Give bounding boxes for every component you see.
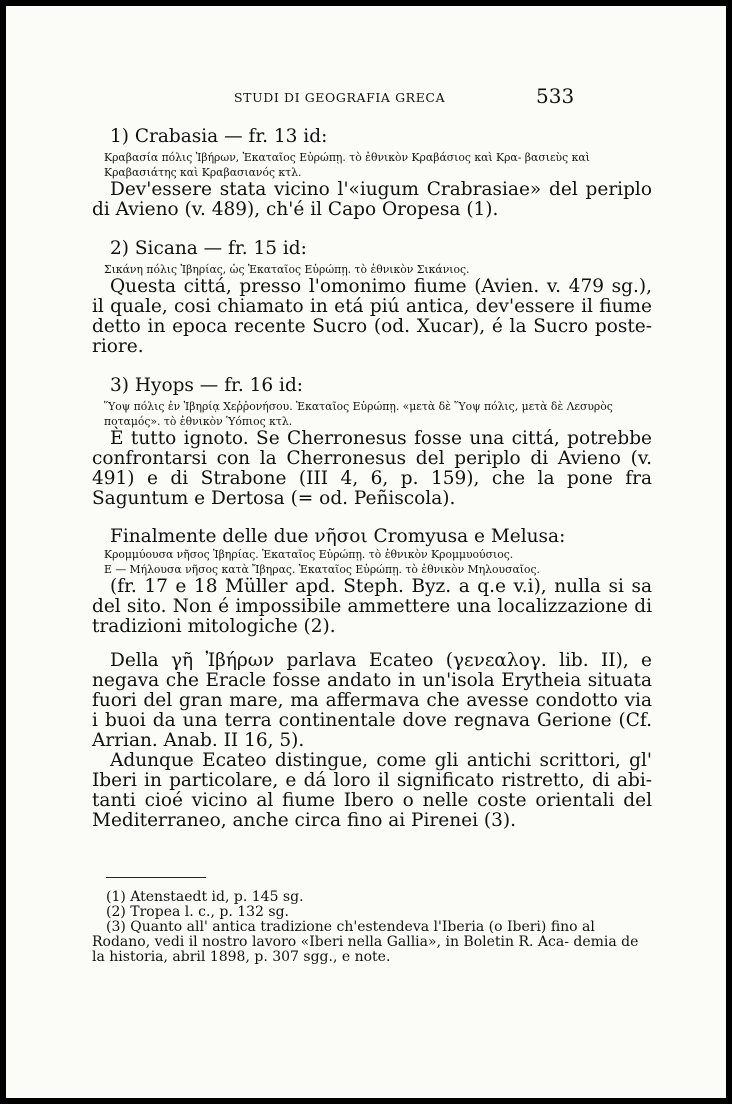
section-cromyusa-melusa xyxy=(92,527,652,637)
paragraph: Della γῆ Ἰβήρων parlava Ecateo (γενεαλογ. lib. II), e negava che Eracle fosse andato in un'isola Erytheia situata fuori del gran mare, ma affermava che avesse condotto via i buoi da una terra continentale dove regnava Gerione (Cf. Arrian. Anab. II 16, 5). xyxy=(92,650,652,751)
section-heading: Finalmente delle due νῆσοι Cromyusa e Melusa: xyxy=(110,526,566,547)
page-number: 533 xyxy=(536,84,575,108)
footnote: (2) Tropea l. c., p. 132 sg. xyxy=(106,904,289,920)
footnote-divider xyxy=(106,877,206,878)
entry-crabasia xyxy=(92,126,652,220)
footnote: (3) Quanto all' antica tradizione ch'estendeva l'Iberia (o Iberi) fino al Rodano, vedi il nostro lavoro «Iberi nella Gallia», in Boletin R. Aca- demia de la historia, abril 1898, p. 307 sgg., e note. xyxy=(92,919,639,965)
entry-heading: 1) Crabasia — fr. 13 id: xyxy=(110,126,328,147)
entry-sicana xyxy=(92,238,652,357)
entry-heading: 3) Hyops — fr. 16 id: xyxy=(110,375,304,396)
greek-quote: Κρομμύουσα νῆσος Ἰβηρίας. Ἑκαταῖος Εὐρώπῃ. τὸ ἐθνικὸν Κρομμυούσιος. xyxy=(104,548,514,561)
greek-quote: Κραβασία πόλις Ἰβήρων, Ἑκαταῖος Εὐρώπῃ. τὸ ἐθνικὸν Κραβάσιος καὶ Κρα- βασιεὺς καὶ Κραβασιάτης καὶ Κραβασιανός κτλ. xyxy=(104,151,590,179)
running-head: STUDI DI GEOGRAFIA GRECA xyxy=(234,90,446,105)
entry-text: Questa cittá, presso l'omonimo fiume (Avien. v. 479 sg.), il quale, cosi chiamato in etá piú antica, dev'essere il fiume detto in epoca recente Sucro (od. Xucar), é la Sucro poste- riore. xyxy=(92,276,652,357)
page-header xyxy=(6,84,726,110)
page-body xyxy=(92,126,652,965)
entry-text: È tutto ignoto. Se Cherronesus fosse una cittá, potrebbe confrontarsi con la Cherronesus del periplo di Avieno (v. 491) e di Strabone (III 4, 6, p. 159), che la pone fra Saguntum e Dertosa (= od. Peñiscola). xyxy=(92,428,652,509)
entry-hyops xyxy=(92,375,652,509)
section-text: (fr. 17 e 18 Müller apd. Steph. Byz. a q.e v.i), nulla si sa del sito. Non é impossibile ammettere una localizzazione di tradizioni mitologiche (2). xyxy=(92,576,652,637)
greek-quote: Ὕοψ πόλις ἐν Ἰβηρίᾳ Χεῤῥονήσου. Ἑκαταῖος Εὐρώπῃ. «μετὰ δὲ Ὕοψ πόλις, μετὰ δὲ Λεσυρὸς ποταμός». τὸ ἐθνικὸν Ὑόπιος κτλ. xyxy=(104,400,613,428)
greek-quote: Σικάνη πόλις Ἰβηρίας, ὡς Ἑκαταῖος Εὐρώπῃ. τὸ ἐθνικὸν Σικάνιος. xyxy=(104,263,470,276)
greek-quote: Ε — Μήλουσα νῆσος κατὰ Ἴβηρας. Ἑκαταῖος Εὐρώπῃ. τὸ ἐθνικὸν Μηλουσαῖος. xyxy=(104,563,540,576)
entry-text: Dev'essere stata vicino l'«iugum Crabrasiae» del periplo di Avieno (v. 489), ch'é il Capo Oropesa (1). xyxy=(92,179,652,220)
paragraph: Adunque Ecateo distingue, come gli antichi scrittori, gl' Iberi in particolare, e dá loro il significato ristretto, di abi- tanti cioé vicino al fiume Ibero o nelle coste orientali del Mediterraneo, anche circa fino ai Pirenei (3). xyxy=(92,750,652,831)
footnotes xyxy=(92,890,652,965)
entry-heading: 2) Sicana — fr. 15 id: xyxy=(110,238,307,259)
footnote: (1) Atenstaedt id, p. 145 sg. xyxy=(106,889,304,905)
